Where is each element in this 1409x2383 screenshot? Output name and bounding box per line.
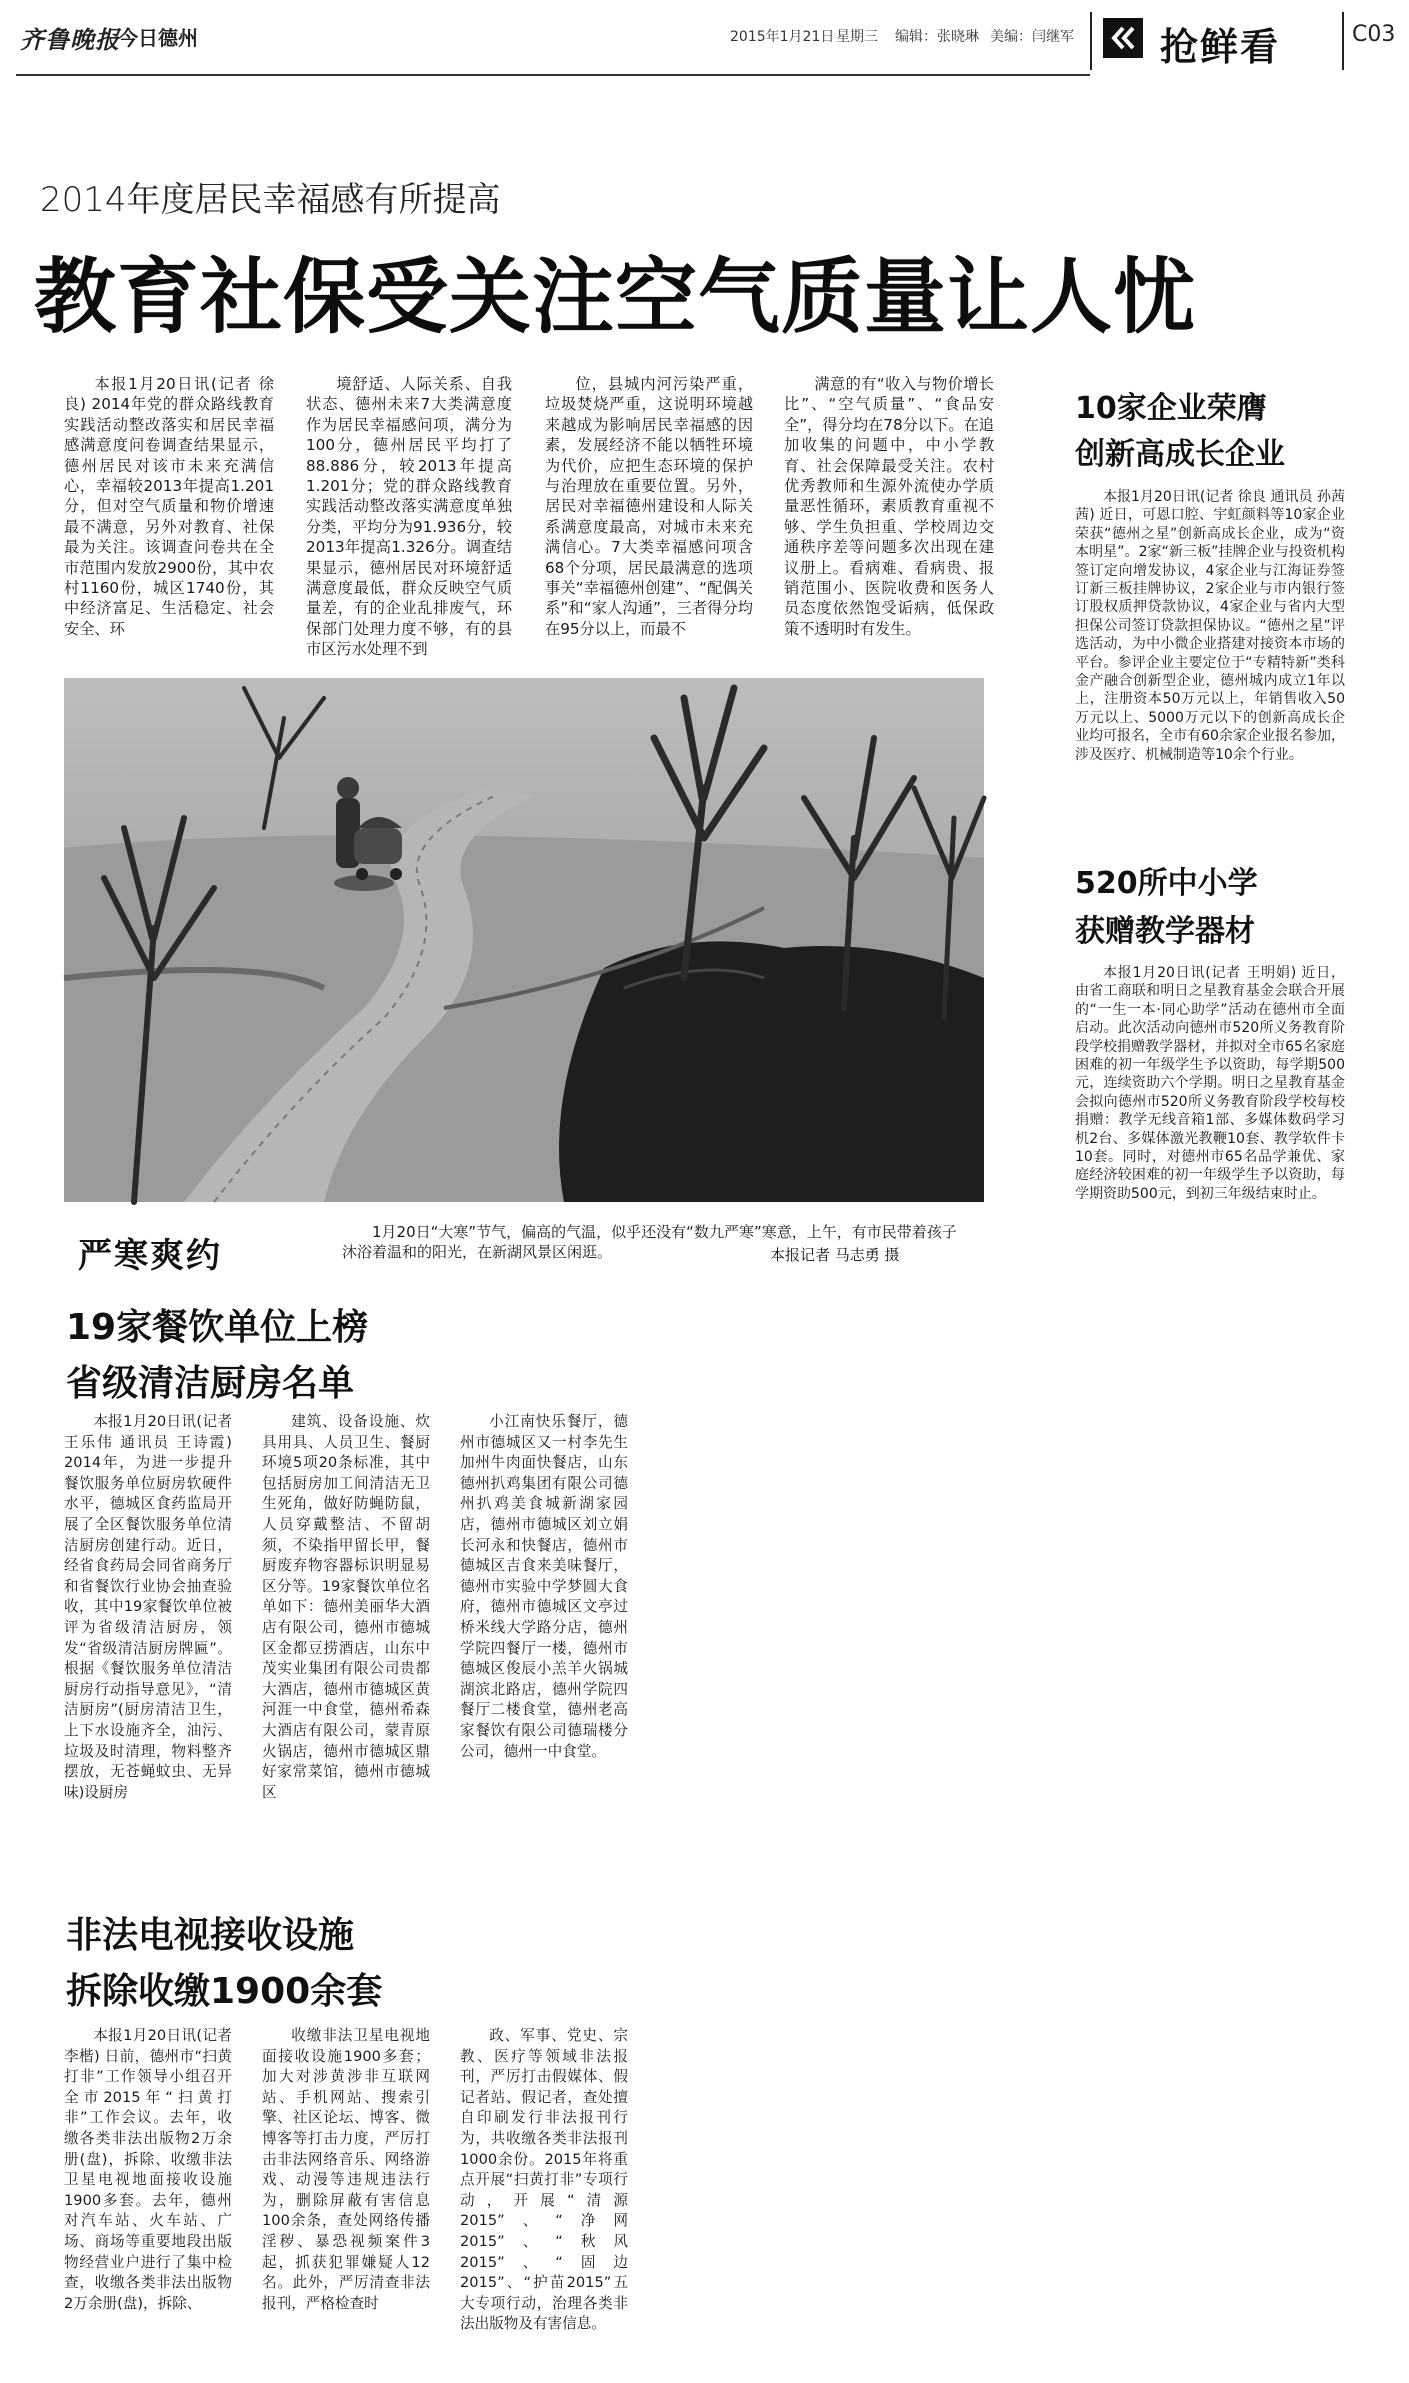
issue-weekday: 星期三: [836, 29, 878, 45]
header-divider: [1090, 12, 1092, 70]
lead-kicker: 2014年度居民幸福感有所提高: [40, 180, 501, 220]
kitchen-body-column-3: [460, 1412, 628, 1882]
kitchen-body-column-1: [64, 1412, 232, 1882]
lead-headline: 教育社保受关注空气质量让人忧: [34, 250, 1197, 345]
enterprise-headline: [1075, 386, 1375, 478]
enterprise-body: [1075, 488, 1345, 888]
tv-paragraph: 政、军事、党史、宗教、医疗等领域非法报刊，严厉打击假媒体、假记者站、假记者，查处擅自印刷发行非法报刊行为，共收缴各类非法报刊1000余份。2015年将重点开展“扫黄打非”专项行动，开展“清源2015”、“净网2015”、“秋风2015”、“固边2015”、“护苗2015”五大专项行动，治理各类非法出版物及有害信息。: [460, 2027, 628, 2333]
art-editor-credit: 美编：闫继军: [990, 29, 1074, 45]
school-headline-line-2: 获赠教学器材: [1075, 914, 1255, 949]
tv-headline-line-2: 拆除收缴1900余套: [66, 1971, 383, 2012]
kitchen-paragraph: 建筑、设备设施、炊具用具、人员卫生、餐厨环境5项20条标准，其中包括厨房加工间清洁无卫生死角，做好防蝇防鼠，人员穿戴整洁、不留胡须，不染指甲留长甲，餐厨废弃物容器标识明显易区分等。19家餐饮单位名单如下：德州美丽华大酒店有限公司，德州市德城区金都豆捞酒店，山东中茂实业集团有限公司贵都大酒店，德州市德城区黄河涯一中食堂，德州希森大酒店有限公司，蒙青原火锅店，德州市德城区鼎好家常菜馆，德州市德城区: [262, 1413, 430, 1801]
news-photo: [64, 678, 984, 1202]
lead-paragraph: 境舒适、人际关系、自我状态、德州未来7大类满意度作为居民幸福感问项，满分为100分，德州居民平均打了88.886分，较2013年提高1.201分；党的群众路线教育实践活动整改落实满意度单独分类，平均分为91.936分，较2013年提高1.326分。调查结果显示，德州居民对环境舒适满意度最低，群众反映空气质量差，有的企业乱排废气，环保部门处理力度不够，有的县市区污水处理不到: [306, 375, 512, 659]
tv-body-column-3: [460, 2026, 628, 2366]
kitchen-paragraph: 小江南快乐餐厅，德州市德城区又一村李先生加州牛肉面快餐店，山东德州扒鸡集团有限公司德州扒鸡美食城新湖家园店，德州市德城区刘立娟长河永和快餐店，德州市德城区吉食来美味餐厅，德州市实验中学梦圆大食府，德州市德城区文亭过桥米线大学路分店，德州学院四餐厅一楼，德州市德城区俊辰小羔羊火锅城湖滨北路店，德州学院四餐厅二楼食堂，德州老高家餐饮有限公司德瑞楼分公司，德州一中食堂。: [460, 1413, 628, 1760]
section-name: 今日德州: [118, 26, 198, 50]
double-chevron-icon: [1103, 18, 1143, 58]
tv-paragraph: 本报1月20日讯(记者 李楷) 日前，德州市“扫黄打非”工作领导小组召开全市2015年“扫黄打非”工作会议。去年，收缴各类非法出版物2万余册(盘)，拆除、收缴非法卫星电视地面接收设施1900多套。去年，德州对汽车站、火车站、广场、商场等重要地段出版物经营业户进行了集中检查，收缴各类非法出版物2万余册(盘)，拆除、: [64, 2027, 232, 2312]
editor-credit: 编辑：张晓琳: [895, 29, 979, 45]
tv-headline: [66, 1908, 486, 2020]
enterprise-paragraph: 本报1月20日讯(记者 徐良 通讯员 孙茜茜) 近日，可恩口腔、宇虹颜料等10家企业荣获“德州之星”创新高成长企业，成为“资本明星”。2家“新三板”挂牌企业与投资机构签订定向增发协议，4家企业与江海证券签订新三板挂牌协议，2家企业与市内银行签订股权质押贷款协议，4家企业与省内大型担保公司签订贷款担保协议。“德州之星”评选活动，为中小微企业搭建对接资本市场的平台。参评企业主要定位于“专精特新”类科金产融合创新型企业，德州城内成立1年以上，注册资本50万元以上，年销售收入50万元以上、5000万元以下的创新高成长企业均可报名，全市有60余家企业报名参加，涉及医疗、机械制造等10余个行业。: [1075, 489, 1345, 763]
tv-paragraph: 收缴非法卫星电视地面接收设施1900多套；加大对涉黄涉非互联网站、手机网站、搜索引擎、社区论坛、博客、微博客等打击力度，严厉打击非法网络音乐、网络游戏、动漫等违规违法行为，删除屏蔽有害信息100余条，查处网络传播淫秽、暴恐视频案件3起，抓获犯罪嫌疑人12名。此外，严厉清查非法报刊，严格检查时: [262, 2027, 430, 2312]
header-divider-2: [1342, 12, 1344, 70]
school-body: [1075, 964, 1345, 1284]
school-headline-line-1: 520所中小学: [1075, 866, 1258, 901]
kitchen-paragraph: 本报1月20日讯(记者 王乐伟 通讯员 王诗霞) 2014年，为进一步提升餐饮服务单位厨房软硬件水平，德城区食药监局开展了全区餐饮服务单位清洁厨房创建行动。近日，经省食药局会同省商务厅和省餐饮行业协会抽查验收，其中19家餐饮单位被评为省级清洁厨房，领发“省级清洁厨房牌匾”。根据《餐饮服务单位清洁厨房行动指导意见》，“清洁厨房”(厨房清洁卫生，上下水设施齐全，油污、垃圾及时清理，物料整齐摆放，无苍蝇蚊虫、无异味)设厨房: [64, 1413, 232, 1801]
lead-body-column-4: [784, 374, 994, 644]
tv-body-column-1: [64, 2026, 232, 2366]
tv-headline-line-1: 非法电视接收设施: [66, 1915, 355, 1956]
photo-caption: 1月20日“大寒”节气，偏高的气温，似乎还没有“数九严寒”寒意，上午，有市民带着孩子沐浴着温和的阳光，在新湖风景区闲逛。: [342, 1223, 957, 1261]
column-title: 抢鲜看: [1160, 25, 1281, 69]
lead-body-column-3: [545, 374, 753, 644]
photo-credit: 本报记者 马志勇 摄: [770, 1246, 900, 1264]
issue-date: 2015年1月21日: [730, 29, 835, 45]
enterprise-headline-line-1: 10家企业荣膺: [1075, 391, 1267, 426]
lead-paragraph: 本报1月20日讯(记者 徐良) 2014年党的群众路线教育实践活动整改落实和居民幸福感满意度问卷调查结果显示，德州居民对该市未来充满信心，幸福较2013年提高1.201分，但对空气质量和物价增速最不满意，另外对教育、社保最为关注。该调查问卷共在全市范围内发放2900份，其中农村1160份，城区1740份，其中经济富足、生活稳定、社会安全、环: [64, 375, 274, 638]
school-paragraph: 本报1月20日讯(记者 王明娟) 近日，由省工商联和明日之星教育基金会联合开展的“一生一本·同心助学”活动在德州市全面启动。此次活动向德州市520所义务教育阶段学校捐赠教学器材，并拟对全市65名家庭困难的初一年级学生予以资助，每学期500元，连续资助六个学期。明日之星教育基金会拟向德州市520所义务教育阶段学校每校捐赠：教学无线音箱1部、多媒体数码学习机2台、多媒体激光教鞭10套、教学软件卡10套。同时，对德州市65名品学兼优、家庭经济较困难的初一年级学生予以资助，每学期资助500元，到初三年级结束时止。: [1075, 965, 1345, 1202]
lead-paragraph: 满意的有“收入与物价增长比”、“空气质量”、“食品安全”，得分均在78分以下。在追加收集的问题中，中小学教育、社会保障最受关注。农村优秀教师和生源外流使办学质量恶性循环，素质教育重视不够、学生负担重、学校周边交通秩序差等问题多次出现在建议册上。看病难、看病贵、报销范围小、医院收费和医务人员态度依然饱受诟病，低保政策不透明时有发生。: [784, 375, 994, 638]
kitchen-headline-line-2: 省级清洁厨房名单: [66, 1363, 355, 1404]
page-number: C03: [1352, 22, 1396, 47]
newspaper-logo: 齐鲁晚报: [20, 25, 120, 54]
lead-paragraph: 位，县城内河污染严重，垃圾焚烧严重，这说明环境越来越成为影响居民幸福感的因素，发展经济不能以牺牲环境为代价，应把生态环境的保护与治理放在重要位置。另外，居民对幸福德州建设和人际关系满意度最高，对城市未来充满信心。7大类幸福感问项含68个分项，居民最满意的选项事关“幸福德州创建”、“配偶关系”和“家人沟通”，三者得分均在95分以上，而最不: [545, 375, 753, 638]
lead-body-column-2: [306, 374, 512, 659]
kitchen-headline-line-1: 19家餐饮单位上榜: [66, 1307, 369, 1348]
kitchen-body-column-2: [262, 1412, 430, 1882]
photo-title: 严寒爽约: [78, 1236, 222, 1276]
lead-body-column-1: [64, 374, 274, 644]
header-rule: [16, 74, 1090, 76]
kitchen-headline: [66, 1300, 486, 1412]
tv-body-column-2: [262, 2026, 430, 2366]
enterprise-headline-line-2: 创新高成长企业: [1075, 437, 1285, 472]
school-headline: [1075, 860, 1375, 956]
